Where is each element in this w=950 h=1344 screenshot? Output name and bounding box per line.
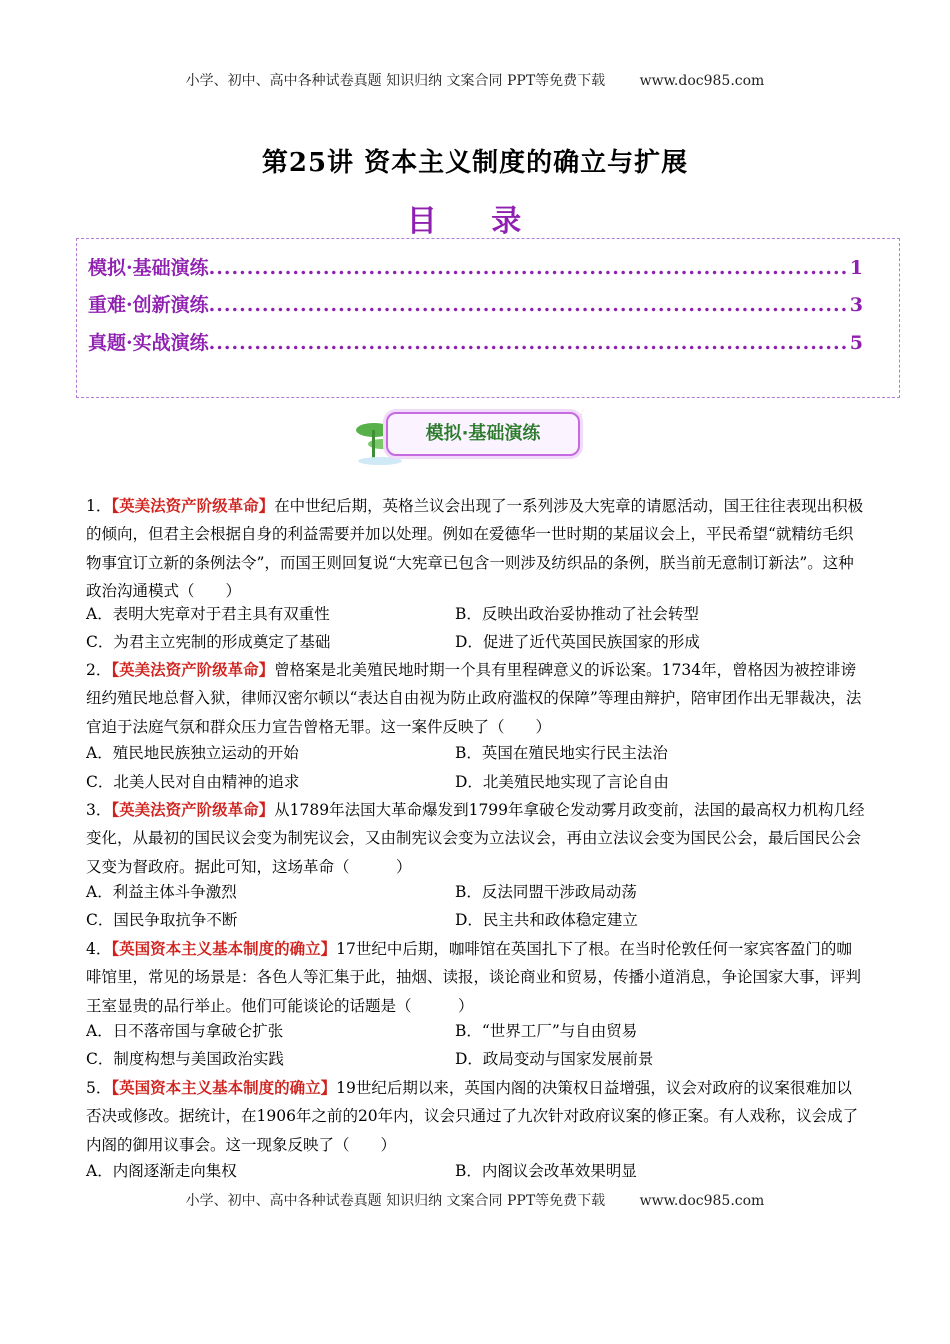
- toc-heading: 目 录: [406, 204, 544, 239]
- page-title: 第25讲 资本主义制度的确立与扩展: [261, 148, 689, 178]
- question-5: [86, 1074, 866, 1159]
- header-text: 小学、初中、高中各种试卷真题 知识归纳 文案合同 PPT等免费下载: [185, 73, 606, 89]
- question-tag: 【英国资本主义基本制度的确立】: [111, 939, 337, 958]
- question-stem: 在中世纪后期，英格兰议会出现了一系列涉及大宪章的请愿活动，国王往往表现出积极的倾向，但君主会根据自身的利益需要并加以处理。例如在爱德华一世时期的某届议会上，平民希望“就精纺毛织物事宜订立新的条例法令”，而国王则回复说“大宪章已包含一则涉及纺织品的条例，朕当前无意制订新法”。这种政治沟通模式（ ）: [86, 497, 864, 601]
- toc-leader-dots: [209, 332, 848, 354]
- toc-leader-dots: [209, 257, 848, 279]
- option-a[interactable]: A．利益主体斗争激烈: [86, 883, 237, 901]
- toc-leader-dots: [209, 294, 848, 316]
- option-c[interactable]: C．制度构想与美国政治实践: [86, 1050, 284, 1068]
- question-number: 5．: [86, 1079, 112, 1097]
- toc-item-page: 5: [849, 332, 863, 354]
- question-tag: 【英国资本主义基本制度的确立】: [111, 1078, 337, 1097]
- option-d[interactable]: D．促进了近代英国民族国家的形成: [455, 633, 700, 651]
- page-header: [0, 70, 950, 90]
- toc-item-label: 重难·创新演练: [88, 294, 209, 316]
- question-stem: 19世纪后期以来，英国内阁的决策权日益增强，议会对政府的议案很难加以否决或修改。据统计，在1906年之前的20年内，议会只通过了九次针对政府议案的修正案。有人戏称，议会成了内阁的御用议事会。这一现象反映了（ ）: [86, 1079, 859, 1154]
- option-d[interactable]: D．民主共和政体稳定建立: [455, 911, 638, 929]
- section-banner: [352, 404, 592, 468]
- toc-item-page: 1: [849, 257, 863, 279]
- question-stem: 从1789年法国大革命爆发到1799年拿破仑发动雾月政变前，法国的最高权力机构几经变化，从最初的国民议会变为制宪议会，又由制宪议会变为立法议会，再由立法议会变为国民公会，最后国民公会又变为督政府。据此可知，这场革命（ ）: [86, 801, 865, 876]
- question-tag: 【英美法资产阶级革命】: [111, 660, 275, 679]
- option-b[interactable]: B．英国在殖民地实行民主法治: [455, 744, 668, 762]
- option-b[interactable]: B．“世界工厂”与自由贸易: [455, 1022, 638, 1040]
- option-b[interactable]: B．反法同盟干涉政局动荡: [455, 883, 637, 901]
- option-a[interactable]: A．日不落帝国与拿破仑扩张: [86, 1022, 284, 1040]
- question-number: 2．: [86, 661, 112, 679]
- toc-item-label: 真题·实战演练: [88, 332, 209, 354]
- question-number: 4．: [86, 940, 112, 958]
- option-a[interactable]: A．内阁逐渐走向集权: [86, 1162, 237, 1180]
- toc-item[interactable]: [88, 328, 863, 358]
- option-d[interactable]: D．北美殖民地实现了言论自由: [455, 773, 669, 791]
- option-b[interactable]: B．内阁议会改革效果明显: [455, 1162, 637, 1180]
- toc-item[interactable]: [88, 290, 863, 320]
- page-footer: [0, 1190, 950, 1210]
- banner-title: 模拟·基础演练: [425, 423, 541, 444]
- header-site-link[interactable]: www.doc985.com: [639, 73, 765, 89]
- question-4: [86, 935, 866, 1020]
- question-1: [86, 492, 866, 606]
- question-stem: 17世纪中后期，咖啡馆在英国扎下了根。在当时伦敦任何一家宾客盈门的咖啡馆里，常见的场景是：各色人等汇集于此，抽烟、读报，谈论商业和贸易，传播小道消息，争论国家大事，评判王室显贵的品行举止。他们可能谈论的话题是（ ）: [86, 940, 862, 1015]
- option-a[interactable]: A．殖民地民族独立运动的开始: [86, 744, 299, 762]
- question-2: [86, 656, 866, 741]
- footer-site-link[interactable]: www.doc985.com: [639, 1193, 765, 1209]
- toc-item-page: 3: [849, 294, 863, 316]
- footer-text: 小学、初中、高中各种试卷真题 知识归纳 文案合同 PPT等免费下载: [185, 1193, 606, 1209]
- option-c[interactable]: C．国民争取抗争不断: [86, 911, 238, 929]
- option-c[interactable]: C．北美人民对自由精神的追求: [86, 773, 300, 791]
- option-d[interactable]: D．政局变动与国家发展前景: [455, 1050, 654, 1068]
- question-stem: 曾格案是北美殖民地时期一个具有里程碑意义的诉讼案。1734年，曾格因为被控诽谤纽约殖民地总督入狱，律师汉密尔顿以“表达自由视为防止政府滥权的保障”等理由辩护，陪审团作出无罪裁决，法官迫于法庭气氛和群众压力宣告曾格无罪。这一案件反映了（ ）: [86, 661, 862, 736]
- option-c[interactable]: C．为君主立宪制的形成奠定了基础: [86, 633, 331, 651]
- option-a[interactable]: A．表明大宪章对于君主具有双重性: [86, 605, 330, 623]
- question-tag: 【英美法资产阶级革命】: [111, 496, 275, 515]
- question-tag: 【英美法资产阶级革命】: [111, 800, 275, 819]
- question-3: [86, 796, 866, 881]
- toc-item-label: 模拟·基础演练: [88, 257, 209, 279]
- question-number: 1．: [86, 497, 112, 515]
- toc-item[interactable]: [88, 253, 863, 283]
- table-of-contents: [76, 238, 900, 398]
- question-number: 3．: [86, 801, 112, 819]
- option-b[interactable]: B．反映出政治妥协推动了社会转型: [455, 605, 699, 623]
